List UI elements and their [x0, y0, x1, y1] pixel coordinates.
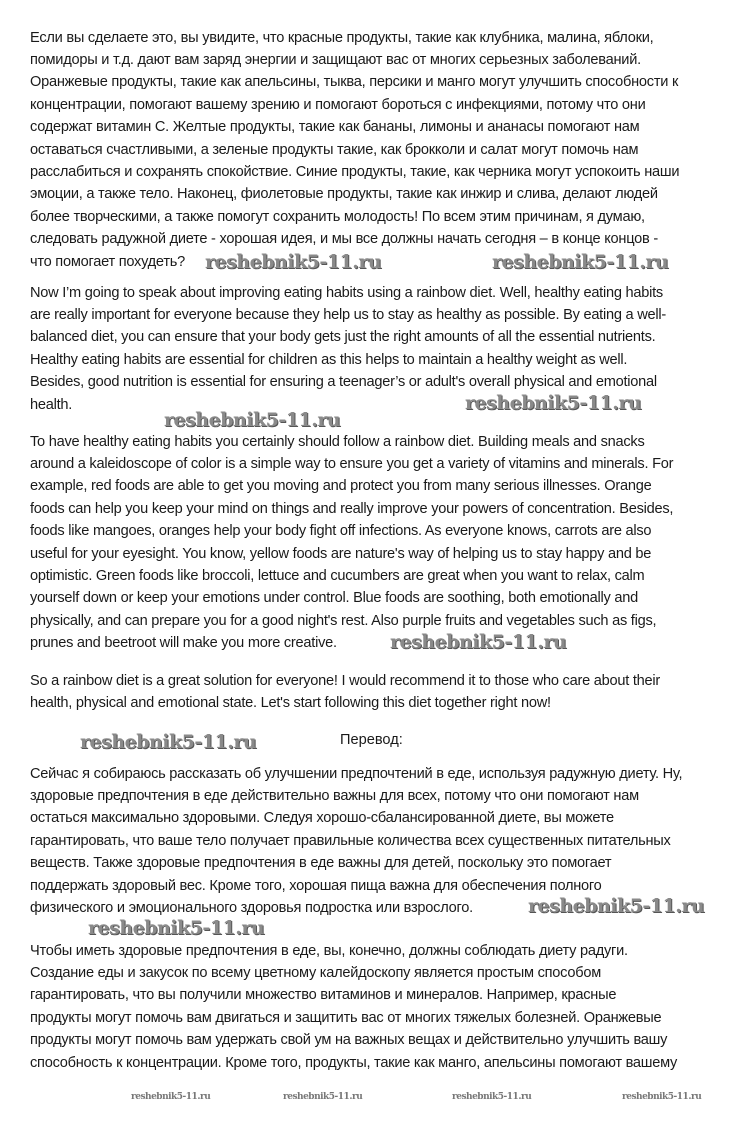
text-line: помидоры и т.д. дают вам заряд энергии и защищают вас от многих серьезных заболеваний. [30, 52, 641, 69]
watermark: reshebnik5-11.ru [622, 1092, 702, 1102]
text-line: useful for your eyesight. You know, yellow foods are nature's way of helping us to stay happy and be [30, 545, 652, 562]
paragraph-english-3 [30, 670, 660, 717]
text-line: health, physical and emotional state. Let's start following this diet together right now! [30, 695, 551, 712]
text-line: around a kaleidoscope of color is a simple way to ensure you get a variety of vitamins and minerals. For [30, 456, 674, 473]
text-line: эмоции, а также тело. Наконец, фиолетовые продукты, такие как инжир и слива, делают людей [30, 186, 658, 203]
text-line: example, red foods are able to get you moving and protect you from many serious illnesses. Orange [30, 478, 652, 495]
text-line: физического и эмоционального здоровья подростка или взрослого. [30, 900, 473, 917]
watermark: reshebnik5-11.ru [390, 631, 567, 653]
text-line: So a rainbow diet is a great solution for everyone! I would recommend it to those who care about their [30, 672, 660, 689]
translation-label: Перевод: [340, 732, 403, 748]
text-line: содержат витамин С. Желтые продукты, такие как бананы, лимоны и ананасы помогают нам [30, 119, 640, 136]
watermark: reshebnik5-11.ru [283, 1092, 363, 1102]
text-line: расслабиться и сохранять спокойствие. Синие продукты, такие, как черника могут успокоить наши [30, 164, 680, 181]
text-line: следовать радужной диете - хорошая идея, и мы все должны начать сегодня – в конце концов - [30, 231, 658, 248]
text-line: способность к концентрации. Кроме того, продукты, такие как манго, апельсины помогают вашему [30, 1054, 678, 1071]
watermark: reshebnik5-11.ru [205, 251, 382, 273]
text-line: гарантировать, что ваше тело получает правильные количества всех существенных питательных [30, 832, 671, 849]
text-line: продукты могут помочь вам удержать свой ум на важных вещах и действительно улучшить вашу [30, 1032, 668, 1049]
text-line: Если вы сделаете это, вы увидите, что красные продукты, такие как клубника, малина, яблоки, [30, 29, 654, 46]
paragraph-russian-intro [30, 27, 679, 276]
text-line: гарантировать, что вы получили множество витаминов и минералов. Например, красные [30, 987, 617, 1004]
text-line: Создание еды и закусок по всему цветному калейдоскопу является простым способом [30, 965, 601, 982]
text-line: balanced diet, you can ensure that your body gets just the right amounts of all the essential nutrients. [30, 329, 656, 346]
watermark: reshebnik5-11.ru [492, 251, 669, 273]
text-line: health. [30, 396, 73, 413]
text-line: веществ. Также здоровые предпочтения в еде важны для детей, поскольку это помогает [30, 855, 612, 872]
watermark: reshebnik5-11.ru [528, 895, 705, 917]
text-line: foods can help you keep your mind on things and really improve your powers of concentration. Besides, [30, 500, 674, 517]
text-line: остаться максимально здоровыми. Следуя хорошо-сбалансированной диете, вы можете [30, 810, 614, 827]
text-line: To have healthy eating habits you certainly should follow a rainbow diet. Building meals and snacks [30, 433, 645, 450]
text-line: Чтобы иметь здоровые предпочтения в еде, вы, конечно, должны соблюдать диету радуги. [30, 942, 628, 959]
text-line: более творческими, а также помогут сохранить молодость! По всем этим причинам, я думаю, [30, 208, 645, 225]
text-line: Now I’m going to speak about improving eating habits using a rainbow diet. Well, healthy eating habits [30, 284, 663, 301]
paragraph-translation-2 [30, 940, 677, 1077]
text-line: что помогает похудеть? [30, 253, 185, 270]
text-line: концентрации, помогают вашему зрению и помогают бороться с инфекциями, потому что они [30, 96, 646, 113]
text-line: Healthy eating habits are essential for children as this helps to maintain a healthy weight as well. [30, 351, 628, 368]
text-line: prunes and beetroot will make you more creative. [30, 635, 337, 652]
text-line: поддержать здоровый вес. Кроме того, хорошая пища важна для обеспечения полного [30, 877, 602, 894]
text-line: оставаться счастливыми, а зеленые продукты такие, как брокколи и салат могут помочь нам [30, 141, 639, 158]
text-line: Сейчас я собираюсь рассказать об улучшении предпочтений в еде, используя радужную диету. Ну, [30, 765, 683, 782]
text-line: Besides, good nutrition is essential for ensuring a teenager’s or adult's overall physical and emotional [30, 374, 657, 391]
watermark: reshebnik5-11.ru [452, 1092, 532, 1102]
watermark: reshebnik5-11.ru [164, 409, 341, 431]
text-line: здоровые предпочтения в еде действительно важны для всех, потому что они помогают нам [30, 788, 639, 805]
text-line: yourself down or keep your emotions under control. Blue foods are soothing, both emotionally and [30, 590, 638, 607]
text-line: foods like mangoes, oranges help your body fight off infections. As everyone knows, carrots are also [30, 523, 652, 540]
watermark: reshebnik5-11.ru [80, 731, 257, 753]
watermark: reshebnik5-11.ru [465, 392, 642, 414]
paragraph-english-2 [30, 431, 673, 658]
text-line: optimistic. Green foods like broccoli, lettuce and cucumbers are great when you want to relax, calm [30, 568, 645, 585]
text-line: are really important for everyone because they help us to stay as healthy as possible. By eating a well- [30, 307, 666, 324]
watermark: reshebnik5-11.ru [131, 1092, 211, 1102]
text-line: Оранжевые продукты, такие как апельсины, тыква, персики и манго могут улучшить способности к [30, 74, 679, 91]
text-line: physically, and can prepare you for a good night's rest. Also purple fruits and vegetables such as figs, [30, 612, 657, 629]
watermark: reshebnik5-11.ru [88, 917, 265, 939]
text-line: продукты могут помочь вам двигаться и защитить вас от многих тяжелых болезней. Оранжевые [30, 1009, 662, 1026]
